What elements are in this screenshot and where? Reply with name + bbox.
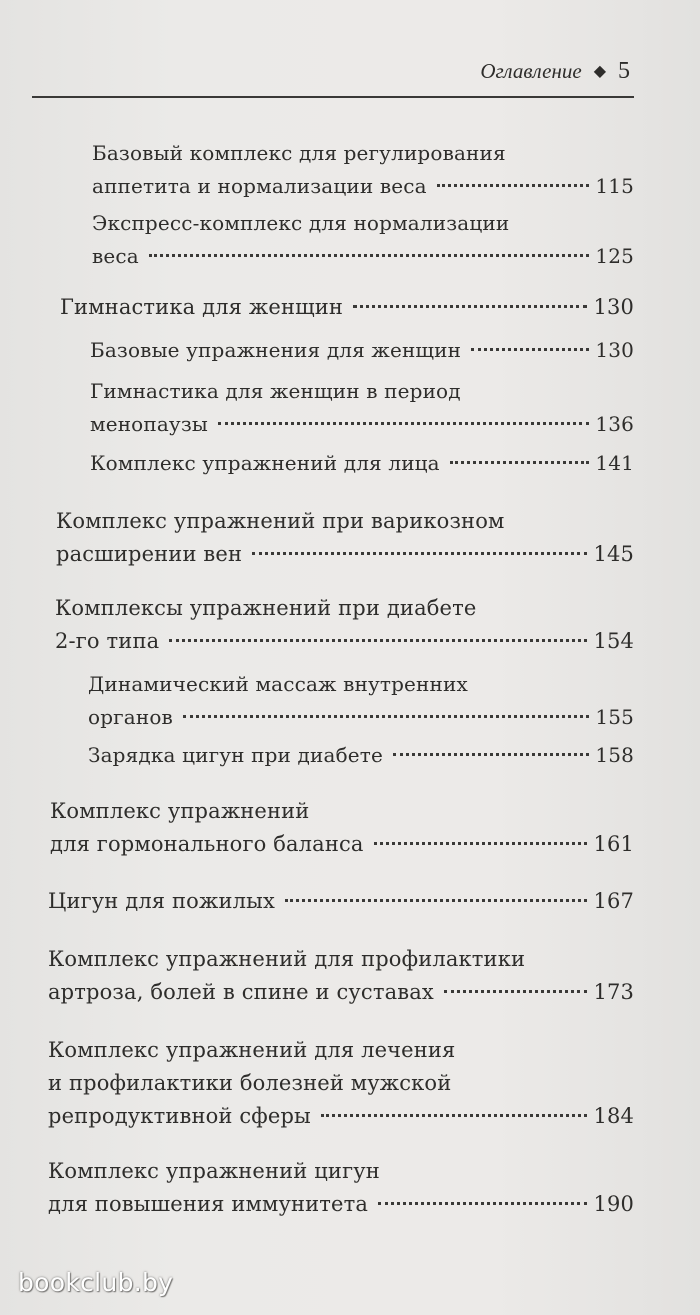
toc-entry[interactable] — [50, 795, 634, 861]
toc-page-number: 154 — [593, 629, 634, 653]
toc-entry-title-line: веса — [92, 244, 139, 268]
toc-entry-title-line: Комплекс упражнений цигун — [48, 1159, 380, 1183]
toc-entry-last-line — [60, 291, 634, 324]
toc-entry-last-line — [92, 170, 634, 203]
toc-page-number: 136 — [595, 412, 634, 436]
toc-entry-last-line — [90, 447, 634, 480]
toc-entry[interactable] — [90, 447, 634, 480]
toc-entry-title-line: Экспресс-комплекс для нормализации — [92, 211, 510, 235]
toc-page-number: 173 — [593, 980, 634, 1004]
toc-entry[interactable] — [92, 137, 634, 203]
toc-page-number: 130 — [595, 338, 634, 362]
toc-entry-title-line: репродуктивной сферы — [48, 1104, 311, 1128]
toc-entry-title-line: расширении вен — [56, 542, 243, 566]
toc-entry-title-line: для повышения иммунитета — [48, 1192, 369, 1216]
toc-page-number: 167 — [593, 889, 634, 913]
toc-page-number: 161 — [593, 832, 634, 856]
toc-entry-last-line — [88, 739, 634, 772]
toc-entry-last-line — [50, 828, 634, 861]
toc-entry[interactable] — [48, 1155, 634, 1221]
toc-entry-last-line — [88, 701, 634, 734]
toc-entry[interactable] — [88, 668, 634, 734]
toc-page-number: 155 — [595, 705, 634, 729]
toc-entry-last-line — [55, 625, 634, 658]
toc-entry-title-line: Комплекс упражнений для профилактики — [48, 947, 526, 971]
diamond-icon: ◆ — [593, 63, 606, 80]
toc-entry-title-line: Комплекс упражнений при варикозном — [56, 509, 505, 533]
toc-entry[interactable] — [48, 943, 634, 1009]
toc-entry[interactable] — [55, 592, 634, 658]
dot-leader — [450, 461, 590, 464]
page-number: 5 — [618, 58, 630, 84]
watermark: bookclub.by — [18, 1268, 174, 1297]
dot-leader — [169, 639, 587, 642]
toc-entry-title-line: Гимнастика для женщин в период — [90, 379, 461, 403]
dot-leader — [353, 305, 587, 308]
dot-leader — [374, 842, 588, 845]
toc-entry-title-line: менопаузы — [90, 412, 208, 436]
toc-entry-last-line — [48, 976, 634, 1009]
toc-entry-title-line: 2-го типа — [55, 629, 160, 653]
toc-entry-last-line — [48, 1100, 634, 1133]
toc-entry-title-line: аппетита и нормализации веса — [92, 174, 427, 198]
toc-entry[interactable] — [48, 885, 634, 918]
toc-entry-title-line: Цигун для пожилых — [48, 889, 275, 913]
dot-leader — [149, 254, 590, 257]
toc-entry-last-line — [90, 408, 634, 441]
dot-leader — [218, 422, 589, 425]
toc-page-number: 190 — [593, 1192, 634, 1216]
toc-entry-title-line: Комплекс упражнений для лица — [90, 451, 440, 475]
toc-page-number: 130 — [593, 295, 634, 319]
toc-entry[interactable] — [48, 1034, 634, 1133]
toc-entry-last-line — [90, 334, 634, 367]
toc-entry-title-line: артроза, болей в спине и суставах — [48, 980, 434, 1004]
toc-entry[interactable] — [92, 207, 634, 273]
dot-leader — [393, 753, 589, 756]
section-title: Оглавление — [480, 59, 582, 83]
toc-entry-last-line — [56, 538, 634, 571]
toc-entry-title-line: для гормонального баланса — [50, 832, 364, 856]
toc-entry[interactable] — [60, 291, 634, 324]
toc-entry-title-line: Базовый комплекс для регулирования — [92, 141, 506, 165]
dot-leader — [321, 1114, 588, 1117]
dot-leader — [471, 348, 589, 351]
dot-leader — [252, 552, 587, 555]
toc-entry-title-line: Комплекс упражнений для лечения — [48, 1038, 456, 1062]
toc-entry-title-line: Гимнастика для женщин — [60, 295, 344, 319]
toc-entry-title-line: Зарядка цигун при диабете — [88, 743, 383, 767]
dot-leader — [437, 184, 590, 187]
toc-page-number: 145 — [593, 542, 634, 566]
toc-entry-title-line: и профилактики болезней мужской — [48, 1071, 452, 1095]
toc-page-number: 125 — [595, 244, 634, 268]
toc-entry[interactable] — [90, 375, 634, 441]
toc-entry[interactable] — [88, 739, 634, 772]
toc-entry[interactable] — [90, 334, 634, 367]
toc-page-number: 158 — [595, 743, 634, 767]
toc-entry-last-line — [92, 240, 634, 273]
dot-leader — [183, 715, 589, 718]
toc-entry-last-line — [48, 1188, 634, 1221]
toc-entry-title-line: Комплекс упражнений — [50, 799, 310, 823]
toc-page-number: 184 — [593, 1104, 634, 1128]
toc-page-number: 141 — [595, 451, 634, 475]
toc-entry-last-line — [48, 885, 634, 918]
dot-leader — [378, 1202, 587, 1205]
dot-leader — [285, 899, 588, 902]
toc-entry-title-line: Комплексы упражнений при диабете — [55, 596, 477, 620]
toc-entry-title-line: Динамический массаж внутренних — [88, 672, 468, 696]
toc-entry[interactable] — [56, 505, 634, 571]
dot-leader — [444, 990, 588, 993]
toc-page-number: 115 — [595, 174, 634, 198]
toc-entry-title-line: органов — [88, 705, 173, 729]
toc-entry-title-line: Базовые упражнения для женщин — [90, 338, 462, 362]
